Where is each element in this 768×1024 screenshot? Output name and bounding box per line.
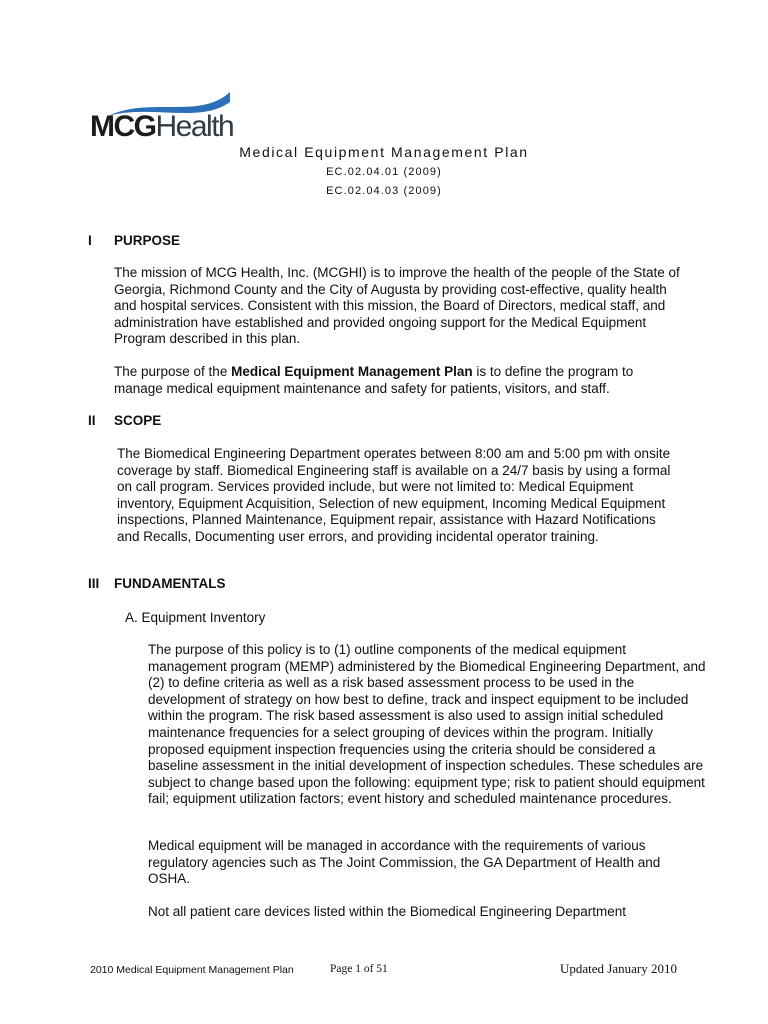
- section-heading-fundamentals: FUNDAMENTALS: [114, 576, 226, 591]
- section-heading-scope: SCOPE: [114, 413, 162, 428]
- mcg-health-logo: [90, 90, 250, 142]
- section-heading-purpose: PURPOSE: [114, 233, 181, 248]
- logo-wordmark: MCGHealth: [90, 110, 234, 143]
- footer-updated-date: Updated January 2010: [560, 961, 677, 976]
- footer-document-name: 2010 Medical Equipment Management Plan: [90, 964, 294, 976]
- purpose-paragraph-2: The purpose of the Medical Equipment Management Plan is to define the program to manage medical equipment maintenance and safety for patients, visitors, and staff.: [114, 364, 634, 396]
- standard-code-1: EC.02.04.01 (2009): [326, 166, 442, 178]
- section-number-purpose: I: [88, 233, 92, 248]
- section-number-scope: II: [88, 413, 96, 428]
- purpose-paragraph-1: The mission of MCG Health, Inc. (MCGHI) is to improve the health of the people of the State of Georgia, Richmond County and the City of Augusta by providing cost-effective, quality health and hospital services. Consistent with this mission, the Board of Directors, medical staff, and administration have established and provided ongoing support for the Medical Equipment Program described in this plan.: [114, 265, 680, 347]
- subsection-equipment-inventory: A. Equipment Inventory: [125, 610, 266, 625]
- standard-code-2: EC.02.04.03 (2009): [326, 185, 442, 197]
- fundamentals-paragraph-1: The purpose of this policy is to (1) outline components of the medical equipment management program (MEMP) administered by the Biomedical Engineering Department, and (2) to define criteria as well as a risk based assessment process to be used in the development of strategy on how best to define, track and inspect equipment to be included within the program. The risk based assessment is also used to assign initial scheduled maintenance frequencies for a select grouping of devices within the program. Initially proposed equipment inspection frequencies using the criteria should be considered a baseline assessment in the initial development of inspection schedules. These schedules are subject to change based upon the following: equipment type; risk to patient should equipment fail; equipment utilization factors; event history and scheduled maintenance procedures.: [148, 642, 706, 807]
- section-number-fundamentals: III: [88, 576, 100, 591]
- fundamentals-paragraph-2: Medical equipment will be managed in accordance with the requirements of various regulatory agencies such as The Joint Commission, the GA Department of Health and OSHA.: [148, 838, 661, 887]
- document-title: Medical Equipment Management Plan: [239, 144, 529, 160]
- footer-page-number: Page 1 of 51: [330, 963, 388, 975]
- scope-paragraph: The Biomedical Engineering Department operates between 8:00 am and 5:00 pm with onsite coverage by staff. Biomedical Engineering staff is available on a 24/7 basis by using a formal on call program. Services provided include, but were not limited to: Medical Equipment inventory, Equipment Acquisition, Selection of new equipment, Incoming Medical Equipment inspections, Planned Maintenance, Equipment repair, assistance with Hazard Notifications and Recalls, Documenting user errors, and providing incidental operator training.: [117, 446, 671, 544]
- fundamentals-paragraph-3: Not all patient care devices listed within the Biomedical Engineering Department: [148, 904, 627, 919]
- plan-name-bold: Medical Equipment Management Plan: [231, 364, 473, 379]
